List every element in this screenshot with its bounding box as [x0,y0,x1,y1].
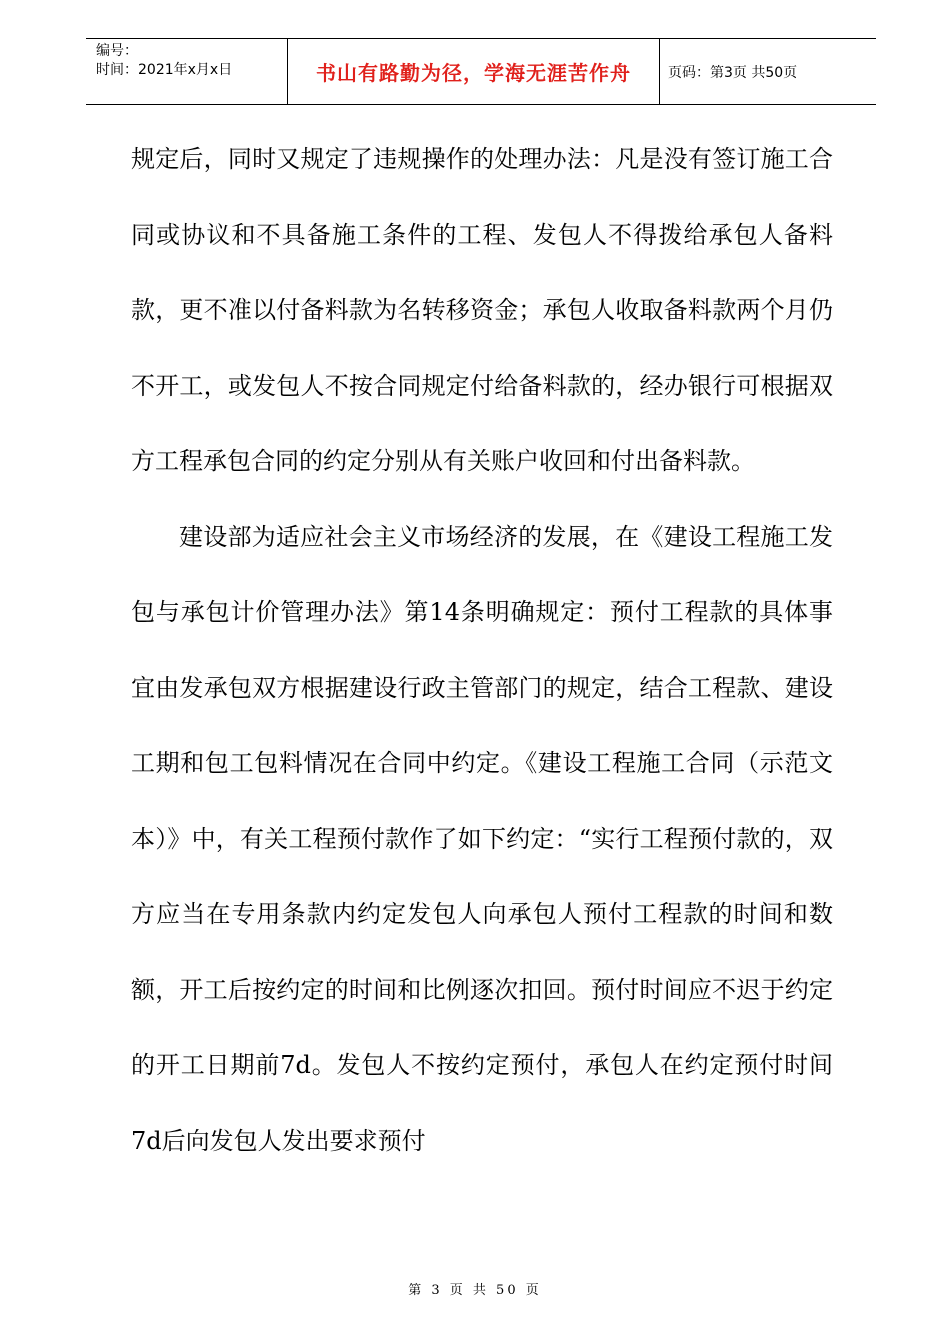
document-body [131,122,833,1179]
paragraph: 建设部为适应社会主义市场经济的发展，在《建设工程施工发包与承包计价管理办法》第14条明确规定：预付工程款的具体事宜由发承包双方根据建设行政主管部门的规定，结合工程款、建设工期和包工包料情况在合同中约定。《建设工程施工合同（示范文本）》中，有关工程预付款作了如下约定：“实行工程预付款的，双方应当在专用条款内约定发包人向承包人预付工程款的时间和数额，开工后按约定的时间和比例逐次扣回。预付时间应不迟于约定的开工日期前7d。发包人不按约定预付，承包人在约定预付时间7d后向发包人发出要求预付 [131,522,833,1155]
header-meta-cell [86,39,288,104]
document-number-label: 编号： [96,43,138,59]
document-time-label: 时间：2021年x月x日 [96,62,233,78]
page-header [86,38,876,105]
page-footer: 第 3 页 共 50 页 [408,1283,542,1298]
header-motto: 书山有路勤为径，学海无涯苦作舟 [288,39,660,104]
header-page-info: 页码：第3页 共50页 [668,64,798,81]
paragraph-continuation: 规定后，同时又规定了违规操作的处理办法：凡是没有签订施工合同或协议和不具备施工条件的工程、发包人不得拨给承包人备料款，更不准以付备料款为名转移资金；承包人收取备料款两个月仍不开工，或发包人不按合同规定付给备料款的，经办银行可根据双方工程承包合同的约定分别从有关账户收回和付出备料款。 [131,145,833,475]
